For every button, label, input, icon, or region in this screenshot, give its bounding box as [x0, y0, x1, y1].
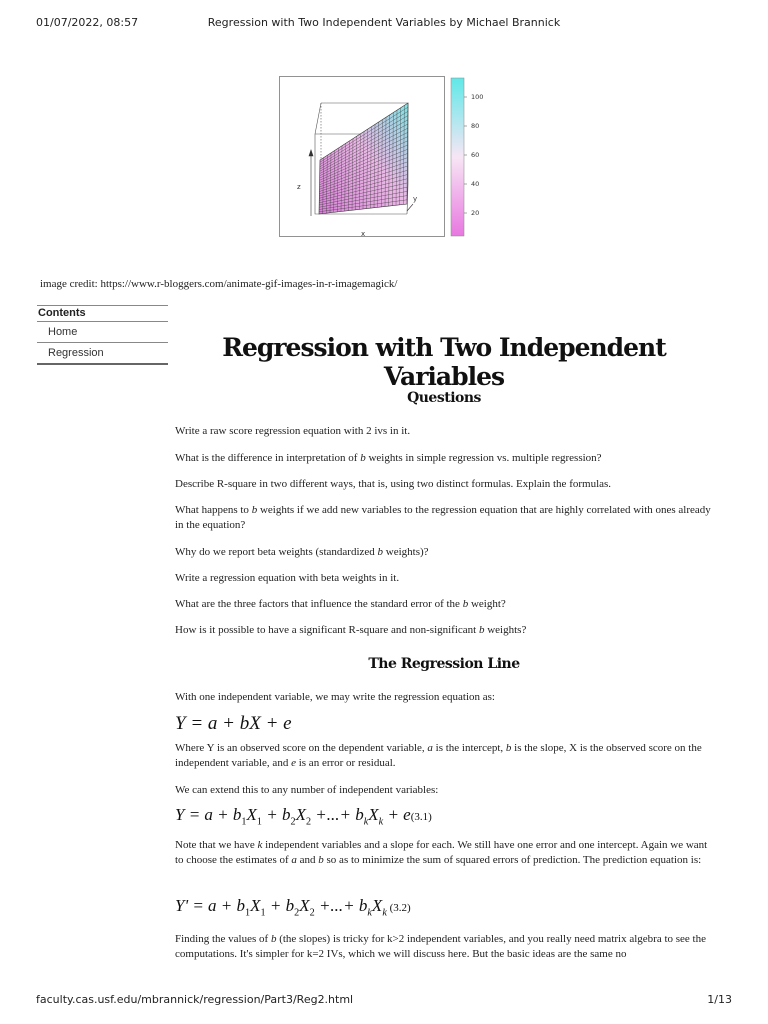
intro-paragraph: With one independent variable, we may write the regression equation as: — [175, 691, 495, 703]
toc-item-home[interactable]: Home — [37, 322, 168, 343]
footer-page-number: 1/13 — [707, 993, 732, 1006]
question-item: What is the difference in interpretation of b weights in simple regression vs. multiple regression? — [175, 452, 602, 464]
print-page-title: Regression with Two Independent Variables by Michael Brannick — [207, 16, 561, 29]
print-datetime: 01/07/2022, 08:57 — [36, 16, 139, 29]
question-item: Write a raw score regression equation with 2 ivs in it. — [175, 425, 411, 437]
colorbar-ticks — [464, 93, 483, 217]
contents-sidebar — [37, 305, 168, 365]
colorbar-tick: 60 — [471, 151, 480, 159]
finding-paragraph: Finding the values of b (the slopes) is tricky for k>2 independent variables, and you really need matrix algebra to see the computations. It's simpler for k=2 IVs, which we will discuss here. But the basic ideas are the same no — [175, 933, 706, 960]
colorbar-tick: 100 — [471, 93, 484, 101]
equation-number: (3.1) — [410, 811, 432, 823]
question-item: What are the three factors that influence the standard error of the b weight? — [175, 598, 506, 610]
colorbar-tick: 20 — [471, 209, 480, 217]
equation-3-1: $Y = a + b_1X_1 + b_2X_2$ +...+ $b_kX_k + e(3.1)$ — [175, 805, 432, 828]
colorbar-tick: 40 — [471, 180, 480, 188]
colorbar-tick: 80 — [471, 122, 480, 130]
question-item: How is it possible to have a significant R-square and non-significant b weights? — [175, 624, 527, 636]
image-credit: image credit: https://www.r-bloggers.com/animate-gif-images-in-r-imagemagick/ — [40, 278, 398, 290]
equation-number: (3.2) — [386, 902, 411, 914]
axis-label-y: y — [413, 195, 418, 203]
questions-heading: Questions — [407, 390, 481, 406]
equation-3-2: $Y' = a + b_1X_1 + b_2X_2$ +...+ $b_kX_k$ (3.2) — [175, 896, 411, 919]
regression-surface-figure — [279, 76, 487, 238]
colorbar — [451, 78, 464, 236]
axis-label-z: z — [297, 183, 301, 191]
question-item: Write a regression equation with beta weights in it. — [175, 572, 400, 584]
where-paragraph: Where Y is an observed score on the dependent variable, a is the intercept, b is the slope, X is the observed score on the independent variable, and e is an error or residual. — [175, 742, 702, 769]
regression-line-heading: The Regression Line — [368, 656, 520, 672]
question-item: Describe R-square in two different ways, that is, using two distinct formulas. Explain the formulas. — [175, 478, 612, 490]
question-item: Why do we report beta weights (standardized b weights)? — [175, 546, 429, 558]
equation-simple-regression: Y = a + bX + e — [175, 713, 292, 734]
contents-title: Contents — [37, 305, 168, 322]
toc-item-regression[interactable]: Regression — [37, 343, 168, 365]
page-title: Regression with Two Independent Variables — [222, 333, 666, 391]
note-paragraph: Note that we have k independent variables and a slope for each. We still have one error and one intercept. Again we want to choose the estimates of a and b so as to minimize the sum of squared errors of prediction. The prediction equation is: — [175, 839, 708, 866]
axis-label-x: x — [361, 230, 366, 238]
footer-url: faculty.cas.usf.edu/mbrannick/regression/Part3/Reg2.html — [36, 993, 354, 1006]
question-item: What happens to b weights if we add new variables to the regression equation that are highly correlated with ones already in the equation? — [175, 504, 711, 531]
extend-paragraph: We can extend this to any number of independent variables: — [175, 784, 439, 796]
